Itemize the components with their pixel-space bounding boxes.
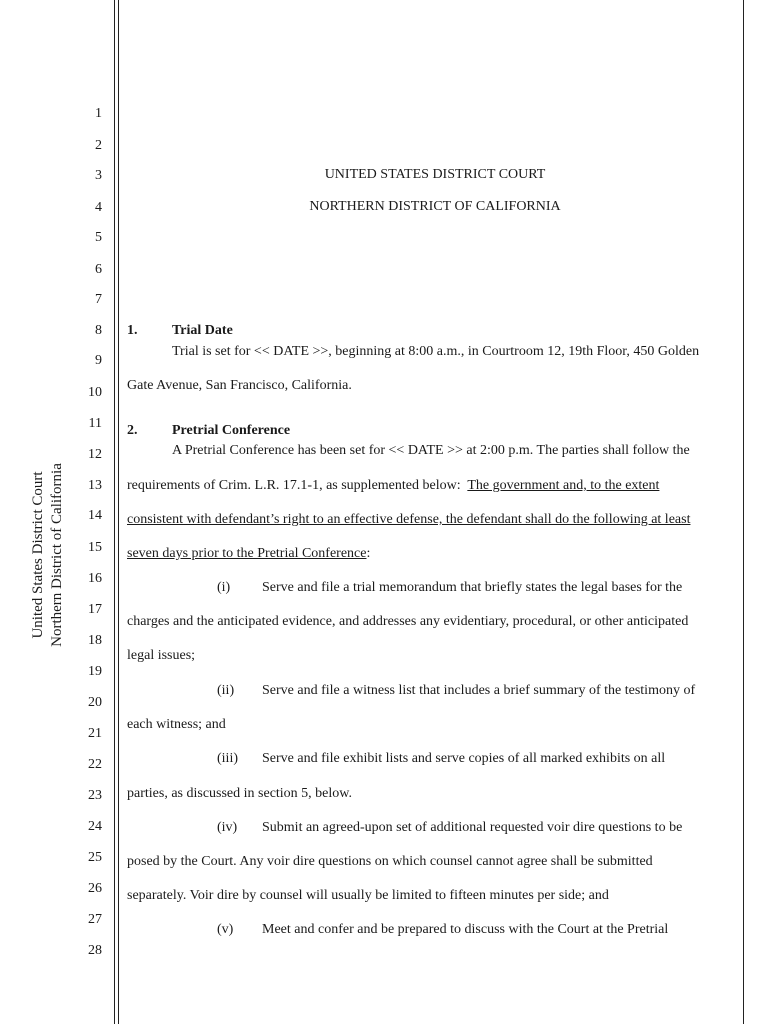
line-number: 10 xyxy=(88,385,102,400)
section-2-line-1: A Pretrial Conference has been set for << DATE >> at 2:00 p.m. The parties shall follow the xyxy=(172,443,690,458)
section-2-colon: : xyxy=(366,546,371,561)
line-number: 16 xyxy=(88,571,102,586)
line-number: 23 xyxy=(88,788,102,803)
line-number: 21 xyxy=(88,726,102,741)
court-sidebar-label xyxy=(29,463,67,647)
section-2-line-2-text: requirements of Crim. L.R. 17.1-1, as supplemented below: xyxy=(127,478,468,493)
line-number: 12 xyxy=(88,447,102,462)
line-number: 18 xyxy=(88,633,102,648)
line-number: 17 xyxy=(88,602,102,617)
line-number: 7 xyxy=(95,292,102,307)
line-number: 9 xyxy=(95,353,102,368)
section-2-number: 2. xyxy=(127,423,138,438)
court-heading: UNITED STATES DISTRICT COURT xyxy=(324,167,546,182)
sidebar-court-name: United States District Court xyxy=(30,471,46,639)
line-number: 28 xyxy=(88,943,102,958)
section-2-title: Pretrial Conference xyxy=(172,423,291,438)
line-number: 24 xyxy=(88,819,102,834)
line-number: 11 xyxy=(88,416,102,431)
item-1-number: (i) xyxy=(217,580,231,595)
section-2-underlined-end: seven days prior to the Pretrial Conference xyxy=(127,546,367,561)
line-number: 3 xyxy=(95,168,102,183)
item-5-number: (v) xyxy=(217,922,234,937)
section-2-line-3: consistent with defendant’s right to an effective defense, the defendant shall do the following at least xyxy=(127,512,691,527)
line-number: 2 xyxy=(95,138,102,153)
line-number: 5 xyxy=(95,230,102,245)
section-1-line-1: Trial is set for << DATE >>, beginning at 8:00 a.m., in Courtroom 12, 19th Floor, 450 Golden xyxy=(172,344,700,359)
section-2-line-4 xyxy=(127,545,370,562)
section-1-number: 1. xyxy=(127,323,138,338)
line-number: 15 xyxy=(88,540,102,555)
line-number: 6 xyxy=(95,262,102,277)
item-1-continuation: legal issues; xyxy=(127,648,196,663)
line-number: 20 xyxy=(88,695,102,710)
line-number: 26 xyxy=(88,881,102,896)
line-number: 8 xyxy=(95,323,102,338)
item-5-text: Meet and confer and be prepared to discuss with the Court at the Pretrial xyxy=(262,922,669,937)
section-1-line-2: Gate Avenue, San Francisco, California. xyxy=(127,378,352,393)
line-number: 19 xyxy=(88,664,102,679)
item-1-text: Serve and file a trial memorandum that briefly states the legal bases for the xyxy=(262,580,683,595)
item-4-text: Submit an agreed-upon set of additional requested voir dire questions to be xyxy=(262,820,683,835)
item-3-continuation: parties, as discussed in section 5, below. xyxy=(127,786,352,801)
section-1-title: Trial Date xyxy=(172,323,233,338)
line-number: 4 xyxy=(95,200,102,215)
left-margin-rule-outer xyxy=(114,0,115,1024)
item-4-number: (iv) xyxy=(217,820,238,835)
item-2-continuation: each witness; and xyxy=(127,717,226,732)
line-number: 25 xyxy=(88,850,102,865)
section-2-underlined-start: The government and, to the extent xyxy=(467,478,660,493)
left-margin-rule-inner xyxy=(118,0,119,1024)
item-3-text: Serve and file exhibit lists and serve copies of all marked exhibits on all xyxy=(262,751,666,766)
item-2-text: Serve and file a witness list that includes a brief summary of the testimony of xyxy=(262,683,696,698)
sidebar-district-name: Northern District of California xyxy=(49,463,65,647)
line-number: 22 xyxy=(88,757,102,772)
line-number: 14 xyxy=(88,508,102,523)
district-heading: NORTHERN DISTRICT OF CALIFORNIA xyxy=(309,199,561,214)
section-2-line-2 xyxy=(127,477,659,494)
right-margin-rule xyxy=(743,0,744,1024)
line-number: 1 xyxy=(95,106,102,121)
item-4-continuation: separately. Voir dire by counsel will usually be limited to fifteen minutes per side; and xyxy=(127,888,609,903)
item-4-continuation: posed by the Court. Any voir dire questions on which counsel cannot agree shall be submitted xyxy=(127,854,653,869)
item-3-number: (iii) xyxy=(217,751,238,766)
item-2-number: (ii) xyxy=(217,683,235,698)
item-1-continuation: charges and the anticipated evidence, and addresses any evidentiary, procedural, or other anticipated xyxy=(127,614,689,629)
line-number: 13 xyxy=(88,478,102,493)
line-number: 27 xyxy=(88,912,102,927)
